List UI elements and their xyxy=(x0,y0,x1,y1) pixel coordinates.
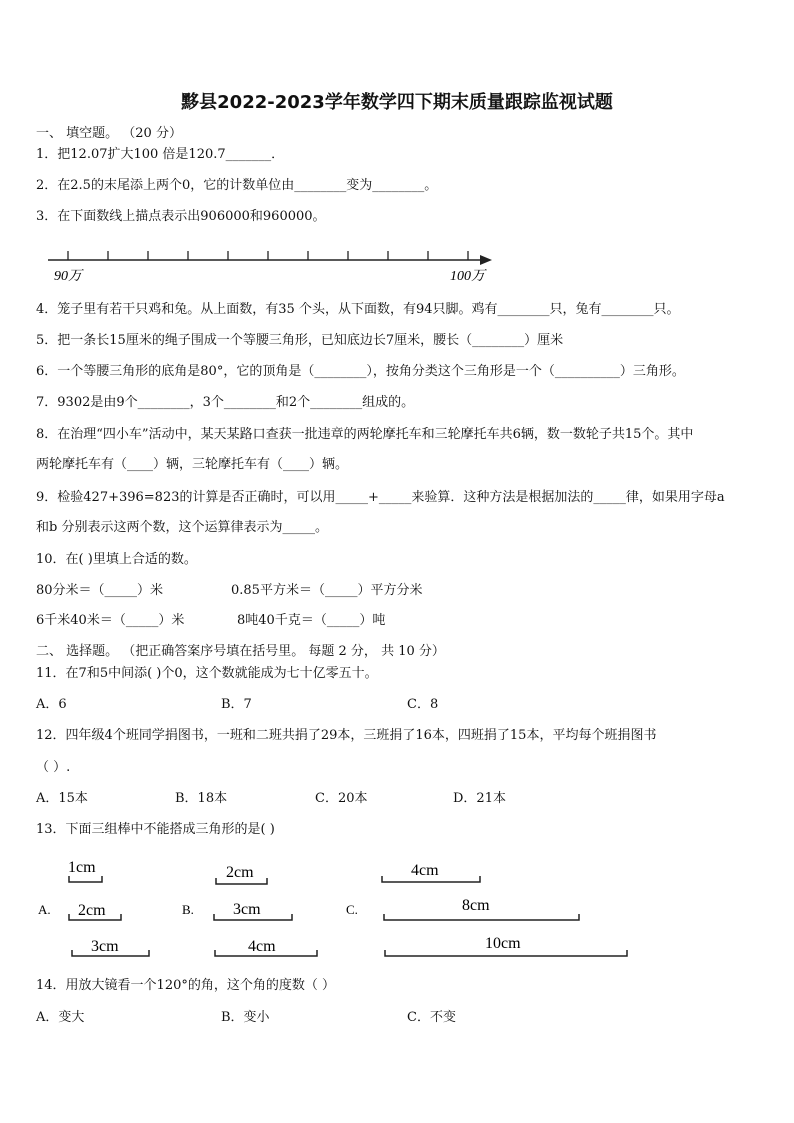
number-line-ticks xyxy=(68,251,468,260)
question-9-line-1: 9．检验427+396=823的计算是否正确时，可以用_____+_____来验算．这种方法是根据加法的_____律，如果用字母a xyxy=(36,490,725,505)
question-5: 5．把一条长15厘米的绳子围成一个等腰三角形，已知底边长7厘米，腰长（________）厘米 xyxy=(36,333,564,348)
question-10-item-c: 6千米40米＝（_____）米 xyxy=(36,613,185,628)
stick-a2-label: 2cm xyxy=(78,902,106,919)
stick-c3-label: 10cm xyxy=(485,935,521,952)
section-heading-fill-in: 一、 填空题。 （20 分） xyxy=(36,126,182,141)
question-7: 7．9302是由9个________，3个________和2个________组成的。 xyxy=(36,395,415,410)
question-11: 11．在7和5中间添( )个0，这个数就能成为七十亿零五十。 xyxy=(36,666,378,681)
number-line-label-left: 90万 xyxy=(54,269,82,284)
question-14-option-c: C．不变 xyxy=(407,1010,456,1025)
question-6: 6．一个等腰三角形的底角是80°，它的顶角是（________），按角分类这个三角形是一个（__________）三角形。 xyxy=(36,364,685,379)
question-11-option-b: B．7 xyxy=(221,697,252,712)
stick-b1-label: 2cm xyxy=(226,864,254,881)
question-11-option-a: A．6 xyxy=(36,697,67,712)
question-1: 1．把12.07扩大100 倍是120.7_______． xyxy=(36,147,285,162)
question-11-option-c: C．8 xyxy=(407,697,439,712)
number-line-label-right: 100万 xyxy=(450,269,485,284)
question-3: 3．在下面数线上描点表示出906000和960000。 xyxy=(36,209,326,224)
question-14: 14．用放大镜看一个120°的角，这个角的度数（ ） xyxy=(36,978,335,993)
question-4: 4．笼子里有若干只鸡和兔。从上面数，有35 个头，从下面数，有94只脚。鸡有________只，兔有________只。 xyxy=(36,302,680,317)
option-letter-a: A. xyxy=(38,902,51,917)
question-12-option-c: C．20本 xyxy=(315,791,368,806)
stick-c1-label: 4cm xyxy=(411,862,439,879)
question-9-line-2: 和b 分别表示这两个数，这个运算律表示为_____。 xyxy=(36,520,328,535)
number-line xyxy=(40,238,500,286)
stick-a1 xyxy=(69,876,102,882)
number-line-arrow xyxy=(480,255,492,265)
stick-a1-label: 1cm xyxy=(68,859,96,876)
stick-c2-label: 8cm xyxy=(462,897,490,914)
question-12-line-2: （ ）. xyxy=(36,760,71,775)
question-13-diagram xyxy=(30,852,650,964)
stick-b3-label: 4cm xyxy=(248,938,276,955)
section-heading-choice: 二、 选择题。 （把正确答案序号填在括号里。 每题 2 分， 共 10 分） xyxy=(36,644,445,659)
question-10-item-a: 80分米＝（_____）米 xyxy=(36,583,164,598)
question-14-option-a: A．变大 xyxy=(36,1010,85,1025)
question-8-line-2: 两轮摩托车有（____）辆，三轮摩托车有（____）辆。 xyxy=(36,457,349,472)
question-10: 10．在( )里填上合适的数。 xyxy=(36,552,197,567)
page-title: 黟县2022-2023学年数学四下期末质量跟踪监视试题 xyxy=(181,92,613,113)
question-12-option-a: A．15本 xyxy=(36,791,88,806)
option-letter-c: C. xyxy=(346,902,358,917)
question-12-option-d: D．21本 xyxy=(453,791,506,806)
option-letter-b: B. xyxy=(182,902,194,917)
stick-b2-label: 3cm xyxy=(233,901,261,918)
question-8-line-1: 8．在治理“四小车”活动中，某天某路口查获一批违章的两轮摩托车和三轮摩托车共6辆，数一数轮子共15个。其中 xyxy=(36,427,694,442)
question-2: 2．在2.5的末尾添上两个0，它的计数单位由________变为________。 xyxy=(36,178,438,193)
question-14-option-b: B．变小 xyxy=(221,1010,270,1025)
question-13: 13．下面三组棒中不能搭成三角形的是( ) xyxy=(36,822,275,837)
stick-a3-label: 3cm xyxy=(91,938,119,955)
stick-c2 xyxy=(384,914,579,920)
question-10-item-d: 8吨40千克＝（_____）吨 xyxy=(237,613,386,628)
question-12-option-b: B．18本 xyxy=(175,791,228,806)
question-10-item-b: 0.85平方米＝（_____）平方分米 xyxy=(231,583,423,598)
question-12-line-1: 12．四年级4个班同学捐图书，一班和二班共捐了29本，三班捐了16本，四班捐了15本，平均每个班捐图书 xyxy=(36,728,657,743)
